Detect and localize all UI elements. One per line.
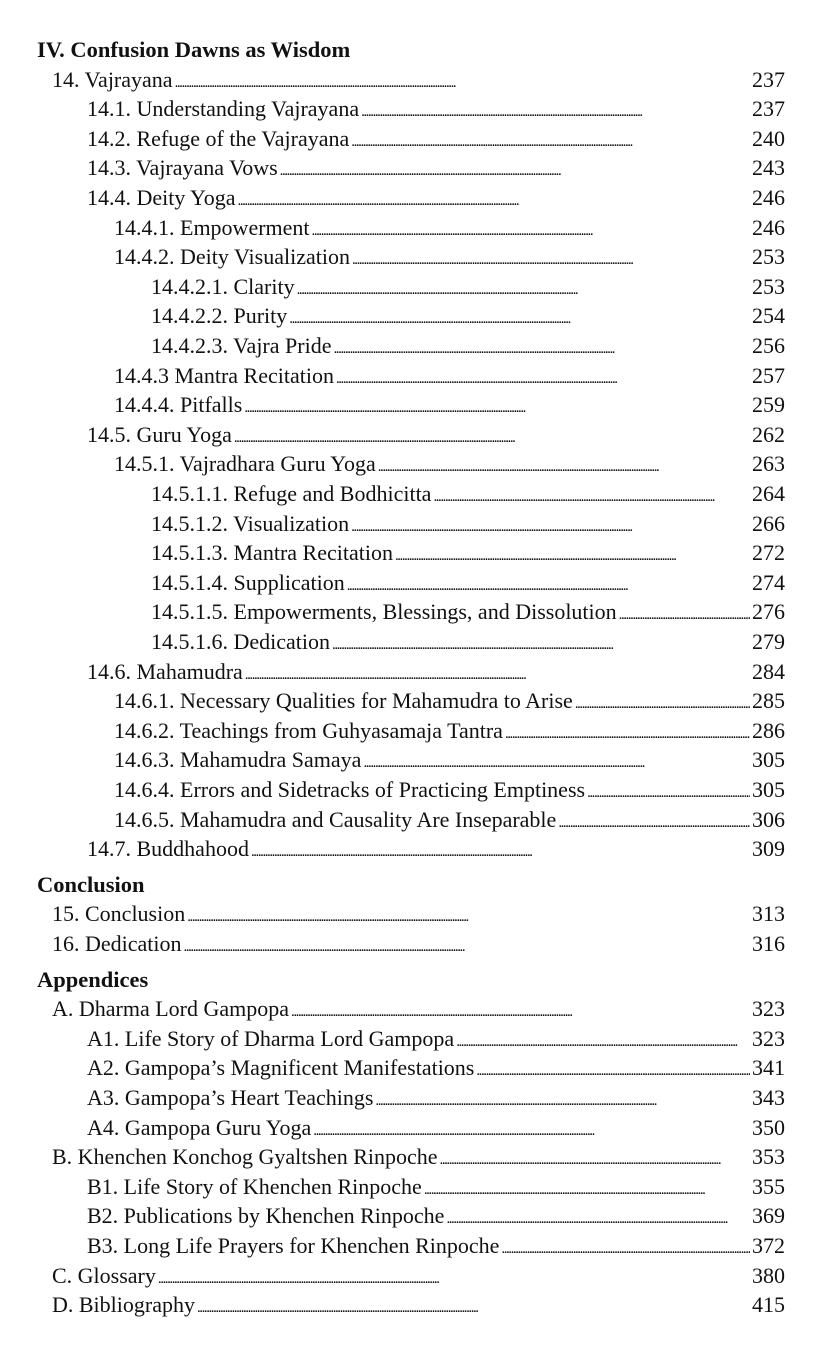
toc-entry[interactable] bbox=[151, 272, 785, 302]
toc-entry[interactable] bbox=[114, 449, 785, 479]
toc-entry-title: 14.5.1.1. Refuge and Bodhicitta bbox=[151, 481, 432, 506]
toc-entry[interactable] bbox=[151, 538, 785, 568]
toc-entry-title: C. Glossary bbox=[52, 1262, 156, 1288]
toc-entry-title: 14.5. Guru Yoga bbox=[87, 421, 232, 447]
toc-entry-title: 14.4. Deity Yoga bbox=[87, 185, 236, 210]
toc-entry-page-number: 350 bbox=[752, 1114, 785, 1140]
toc-entry[interactable] bbox=[87, 94, 785, 124]
dot-leader bbox=[351, 127, 750, 157]
toc-entry-page-number: 285 bbox=[752, 688, 785, 714]
toc-entry-page-number: 237 bbox=[752, 96, 785, 122]
toc-entry-page-number: 264 bbox=[752, 481, 785, 506]
toc-entry-title: A4. Gampopa Guru Yoga bbox=[87, 1114, 312, 1140]
dot-leader bbox=[313, 1116, 750, 1146]
toc-entry-title: 14.3. Vajrayana Vows bbox=[87, 155, 278, 181]
dot-leader bbox=[505, 719, 750, 749]
toc-entry[interactable] bbox=[114, 390, 785, 420]
dot-leader bbox=[446, 1204, 750, 1234]
toc-entry-title: 14.4.3 Mantra Recitation bbox=[114, 362, 334, 388]
toc-entry-title: B1. Life Story of Khenchen Rinpoche bbox=[87, 1173, 422, 1199]
toc-entry-title: 14.5.1. Vajradhara Guru Yoga bbox=[114, 451, 376, 477]
dot-leader bbox=[375, 1086, 750, 1116]
toc-entry-page-number: 343 bbox=[752, 1085, 785, 1110]
toc-entry[interactable] bbox=[114, 361, 785, 391]
toc-entry-title: 14.7. Buddhahood bbox=[87, 836, 249, 862]
dot-leader bbox=[280, 156, 750, 186]
dot-leader bbox=[395, 541, 750, 571]
toc-entry-title: A3. Gampopa’s Heart Teachings bbox=[87, 1085, 374, 1110]
toc-entry-title: 14.4.2.2. Purity bbox=[151, 303, 288, 329]
dot-leader bbox=[332, 630, 750, 660]
dot-leader bbox=[352, 245, 750, 275]
dot-leader bbox=[361, 97, 750, 127]
toc-entry-title: 15. Conclusion bbox=[52, 901, 186, 927]
toc-entry-page-number: 237 bbox=[752, 66, 785, 92]
dot-leader bbox=[476, 1056, 750, 1086]
toc-entry-page-number: 305 bbox=[752, 747, 785, 773]
toc-entry-page-number: 276 bbox=[752, 599, 785, 625]
toc-entry[interactable] bbox=[114, 745, 785, 775]
toc-entry-page-number: 353 bbox=[752, 1144, 785, 1170]
toc-entry-title: 14.4.2.3. Vajra Pride bbox=[151, 333, 332, 358]
toc-entry-page-number: 253 bbox=[752, 273, 785, 299]
toc-entry[interactable] bbox=[87, 1113, 785, 1143]
toc-entry-title: 16. Dedication bbox=[52, 931, 182, 956]
section-heading: IV. Confusion Dawns as Wisdom bbox=[37, 37, 351, 62]
toc-entry-page-number: 309 bbox=[752, 836, 785, 862]
dot-leader bbox=[184, 932, 750, 962]
toc-entry-page-number: 256 bbox=[752, 333, 785, 358]
dot-leader bbox=[289, 304, 750, 334]
dot-leader bbox=[575, 689, 750, 719]
toc-entry[interactable] bbox=[151, 301, 785, 331]
toc-entry-page-number: 369 bbox=[752, 1203, 785, 1229]
dot-leader bbox=[197, 1293, 750, 1323]
toc-entry-title: 14.2. Refuge of the Vajrayana bbox=[87, 125, 350, 151]
toc-entry[interactable] bbox=[151, 627, 785, 657]
toc-entry-title: 14.6.4. Errors and Sidetracks of Practicing Emptiness bbox=[114, 777, 586, 802]
dot-leader bbox=[234, 423, 750, 453]
toc-entry-title: 14.5.1.5. Empowerments, Blessings, and Dissolution bbox=[151, 599, 617, 625]
toc-entry-page-number: 254 bbox=[752, 303, 785, 329]
toc-entry-page-number: 284 bbox=[752, 658, 785, 684]
toc-entry-page-number: 263 bbox=[752, 451, 785, 477]
toc-entry-title: 14.4.2.1. Clarity bbox=[151, 273, 295, 299]
dot-leader bbox=[336, 364, 750, 394]
toc-entry-title: 14.4.2. Deity Visualization bbox=[114, 244, 350, 270]
toc-entry[interactable] bbox=[114, 805, 785, 835]
toc-entry-title: 14.5.1.4. Supplication bbox=[151, 569, 345, 595]
dot-leader bbox=[187, 902, 750, 932]
toc-entry-page-number: 262 bbox=[752, 421, 785, 447]
toc-entry-page-number: 341 bbox=[752, 1055, 785, 1081]
toc-entry-title: 14.4.4. Pitfalls bbox=[114, 392, 243, 418]
toc-entry[interactable] bbox=[114, 686, 785, 716]
toc-entry[interactable] bbox=[87, 153, 785, 183]
dot-leader bbox=[238, 186, 750, 216]
toc-entry-title: 14.6. Mahamudra bbox=[87, 658, 243, 684]
toc-entry-page-number: 272 bbox=[752, 540, 785, 566]
dot-leader bbox=[378, 452, 750, 482]
toc-entry[interactable] bbox=[52, 1261, 785, 1291]
toc-entry[interactable] bbox=[52, 65, 785, 95]
section-heading: Appendices bbox=[37, 966, 149, 992]
dot-leader bbox=[433, 482, 750, 512]
toc-entry[interactable] bbox=[151, 568, 785, 598]
toc-entry[interactable] bbox=[87, 657, 785, 687]
toc-entry-title: 14. Vajrayana bbox=[52, 66, 173, 92]
toc-entry[interactable] bbox=[114, 716, 785, 746]
dot-leader bbox=[558, 808, 750, 838]
toc-entry-page-number: 266 bbox=[752, 510, 785, 536]
toc-entry-page-number: 306 bbox=[752, 806, 785, 832]
toc-entry-title: B2. Publications by Khenchen Rinpoche bbox=[87, 1203, 445, 1229]
toc-entry-title: A2. Gampopa’s Magnificent Manifestations bbox=[87, 1055, 475, 1081]
toc-entry-title: B. Khenchen Konchog Gyaltshen Rinpoche bbox=[52, 1144, 438, 1170]
toc-entry-title: 14.6.3. Mahamudra Samaya bbox=[114, 747, 362, 773]
dot-leader bbox=[333, 334, 750, 364]
toc-entry-page-number: 316 bbox=[752, 931, 785, 956]
toc-entry[interactable] bbox=[87, 1053, 785, 1083]
dot-leader bbox=[424, 1175, 750, 1205]
dot-leader bbox=[175, 68, 750, 98]
toc-entry[interactable] bbox=[151, 597, 785, 627]
dot-leader bbox=[158, 1264, 750, 1294]
toc-entry-title: D. Bibliography bbox=[52, 1292, 195, 1318]
toc-entry[interactable] bbox=[151, 331, 785, 361]
toc-entry-page-number: 253 bbox=[752, 244, 785, 270]
toc-entry-page-number: 246 bbox=[752, 214, 785, 240]
toc-entry[interactable] bbox=[151, 479, 785, 509]
toc-entry-page-number: 415 bbox=[752, 1292, 785, 1318]
toc-entry-page-number: 286 bbox=[752, 717, 785, 743]
toc-entry-title: 14.6.5. Mahamudra and Causality Are Inseparable bbox=[114, 806, 557, 832]
toc-entry[interactable] bbox=[52, 899, 785, 929]
toc-entry[interactable] bbox=[114, 213, 785, 243]
dot-leader bbox=[245, 660, 750, 690]
toc-entry-page-number: 279 bbox=[752, 629, 785, 654]
toc-entry-title: A. Dharma Lord Gampopa bbox=[52, 996, 290, 1022]
dot-leader bbox=[291, 997, 750, 1027]
toc-entry-title: 14.6.2. Teachings from Guhyasamaja Tantra bbox=[114, 717, 503, 743]
toc-entry[interactable] bbox=[87, 1024, 785, 1054]
dot-leader bbox=[251, 837, 750, 867]
toc-entry-title: 14.5.1.6. Dedication bbox=[151, 629, 331, 654]
toc-entry[interactable] bbox=[52, 1142, 785, 1172]
toc-entry-page-number: 323 bbox=[752, 1025, 785, 1051]
toc-entry-page-number: 355 bbox=[752, 1173, 785, 1199]
toc-entry[interactable] bbox=[52, 1290, 785, 1320]
dot-leader bbox=[347, 571, 750, 601]
toc-entry-title: 14.1. Understanding Vajrayana bbox=[87, 96, 360, 122]
dot-leader bbox=[619, 600, 750, 630]
toc-entry-page-number: 259 bbox=[752, 392, 785, 418]
toc-entry-title: 14.5.1.3. Mantra Recitation bbox=[151, 540, 393, 566]
toc-entry[interactable] bbox=[52, 929, 785, 959]
toc-entry[interactable] bbox=[87, 1231, 785, 1261]
toc-entry-title: 14.5.1.2. Visualization bbox=[151, 510, 350, 536]
toc-entry[interactable] bbox=[87, 124, 785, 154]
toc-entry-page-number: 274 bbox=[752, 569, 785, 595]
toc-entry-page-number: 246 bbox=[752, 185, 785, 210]
dot-leader bbox=[501, 1234, 750, 1264]
dot-leader bbox=[312, 216, 750, 246]
toc-entry[interactable] bbox=[151, 509, 785, 539]
dot-leader bbox=[244, 393, 750, 423]
toc-entry-page-number: 243 bbox=[752, 155, 785, 181]
dot-leader bbox=[351, 512, 750, 542]
toc-entry-title: A1. Life Story of Dharma Lord Gampopa bbox=[87, 1025, 455, 1051]
dot-leader bbox=[456, 1027, 750, 1057]
toc-entry-title: 14.4.1. Empowerment bbox=[114, 214, 310, 240]
toc-entry[interactable] bbox=[114, 242, 785, 272]
toc-entry-page-number: 240 bbox=[752, 125, 785, 151]
toc-entry[interactable] bbox=[87, 834, 785, 864]
dot-leader bbox=[587, 778, 750, 808]
toc-entry[interactable] bbox=[87, 183, 785, 213]
toc-entry-page-number: 380 bbox=[752, 1262, 785, 1288]
toc-entry-page-number: 323 bbox=[752, 996, 785, 1022]
dot-leader bbox=[440, 1145, 750, 1175]
toc-entry-page-number: 305 bbox=[752, 777, 785, 802]
section-heading: Conclusion bbox=[37, 871, 145, 897]
toc-entry-page-number: 313 bbox=[752, 901, 785, 927]
toc-entry[interactable] bbox=[114, 775, 785, 805]
toc-entry-title: 14.6.1. Necessary Qualities for Mahamudra to Arise bbox=[114, 688, 573, 714]
toc-entry-page-number: 257 bbox=[752, 362, 785, 388]
toc-entry[interactable] bbox=[87, 1172, 785, 1202]
toc-entry[interactable] bbox=[52, 994, 785, 1024]
toc-entry-page-number: 372 bbox=[752, 1233, 785, 1258]
toc-entry[interactable] bbox=[87, 1083, 785, 1113]
toc-entry[interactable] bbox=[87, 1201, 785, 1231]
toc-entry[interactable] bbox=[87, 420, 785, 450]
toc-entry-title: B3. Long Life Prayers for Khenchen Rinpoche bbox=[87, 1233, 500, 1258]
dot-leader bbox=[297, 275, 750, 305]
dot-leader bbox=[363, 748, 750, 778]
